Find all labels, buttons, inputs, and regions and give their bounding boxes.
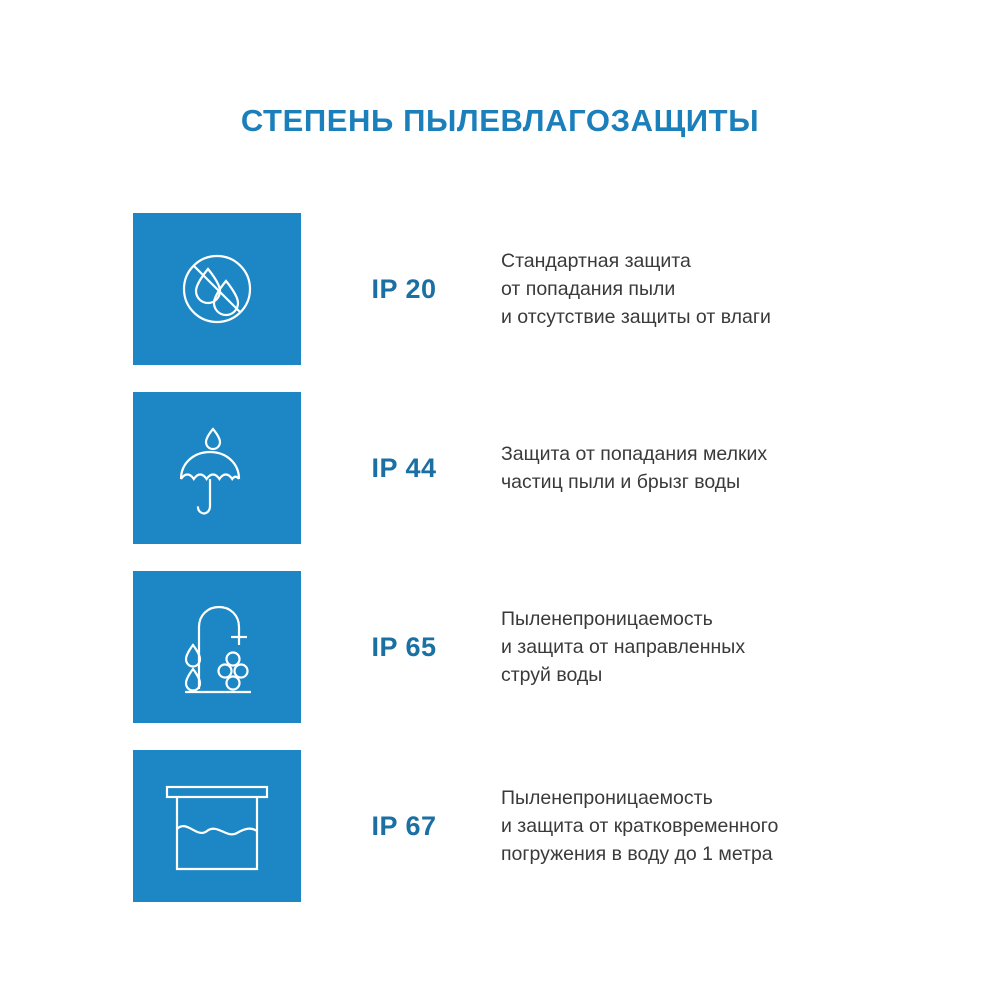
icon-tile-ip67 (133, 750, 301, 902)
icon-tile-ip65 (133, 571, 301, 723)
ip-code: IP 20 (371, 273, 437, 304)
ip-code: IP 65 (371, 631, 437, 662)
ip-description: Защита от попадания мелких частиц пыли и брызг воды (501, 443, 768, 493)
umbrella-with-drop-icon (167, 413, 267, 523)
ip-description: Пыленепроницаемость и защита от направленных струй воды (501, 608, 746, 686)
list-item (133, 571, 873, 723)
page-title: СТЕПЕНЬ ПЫЛЕВЛАГОЗАЩИТЫ (240, 103, 760, 138)
list-item (133, 392, 873, 544)
water-drop-crossed-icon (169, 241, 265, 337)
icon-tile-ip20 (133, 213, 301, 365)
faucet-water-jet-icon (165, 593, 269, 701)
ip-description: Пыленепроницаемость и защита от кратковременного погружения в воду до 1 метра (501, 787, 779, 865)
list-item (133, 213, 873, 365)
ip-code: IP 67 (371, 810, 437, 841)
icon-tile-ip44 (133, 392, 301, 544)
list-item (133, 750, 873, 902)
ip-description: Стандартная защита от попадания пыли и отсутствие защиты от влаги (501, 250, 771, 328)
ip-code: IP 44 (371, 452, 437, 483)
ip-rating-list (133, 213, 873, 929)
container-immersion-icon (161, 771, 273, 881)
